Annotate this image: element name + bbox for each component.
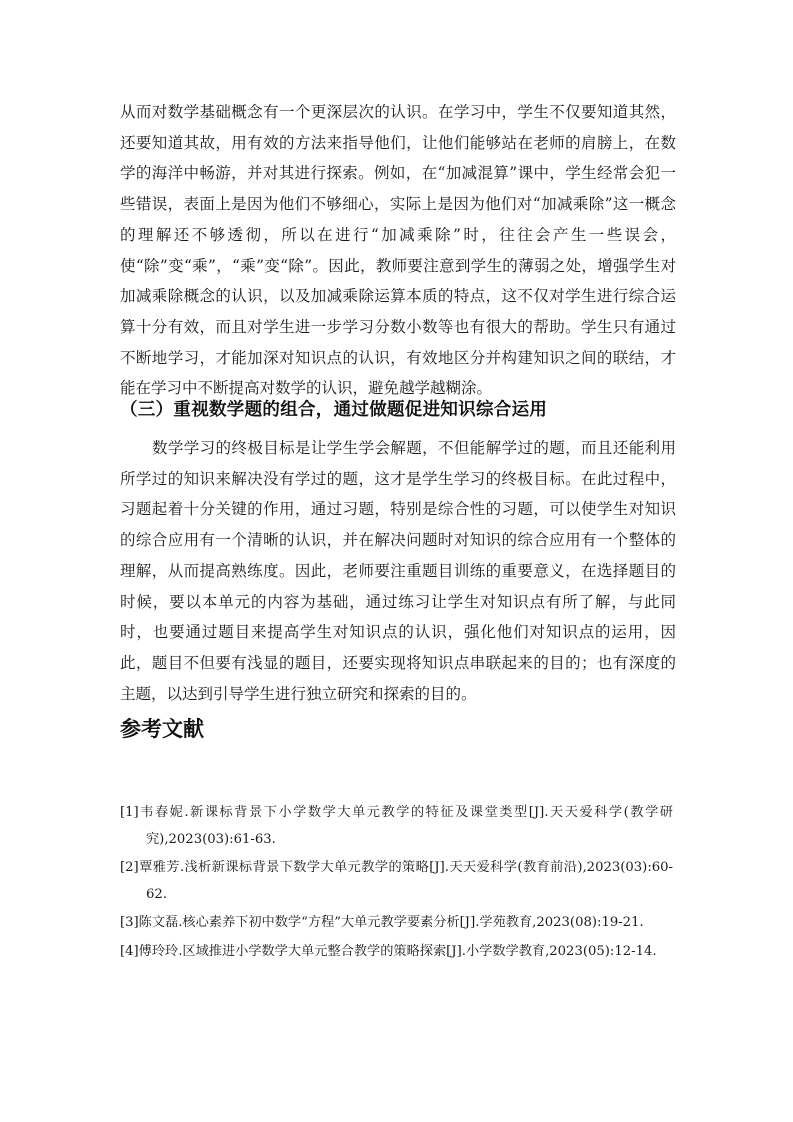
references-title: 参考文献 xyxy=(120,717,204,741)
body-paragraph: 数学学习的终极目标是让学生学会解题，不但能解学过的题，而且还能利用所学过的知识来解决没有学过的题，这才是学生学习的终极目标。在此过程中，习题起着十分关键的作用，通过习题，特别是综合性的习题，可以使学生对知识的综合应用有一个清晰的认识，并在解决问题时对知识的综合应用有一个整体的理解，从而提高熟练度。因此，老师要注重题目训练的重要意义，在选择题目的时候，要以本单元的内容为基础，通过练习让学生对知识点有所了解，与此同时，也要通过题目来提高学生对知识点的认识，强化他们对知识点的运用，因此，题目不但要有浅显的题目，还要实现将知识点串联起来的目的；也有深度的主题，以达到引导学生进行独立研究和探索的目的。 xyxy=(120,439,676,703)
section-heading: （三）重视数学题的组合，通过做题促进知识综合运用 xyxy=(120,400,548,420)
reference-item: [1]韦春妮.新课标背景下小学数学大单元教学的特征及课堂类型[J].天天爱科学(教学研究),2023(03):61-63. xyxy=(120,805,673,847)
reference-item: [4]傅玲玲.区域推进小学数学大单元整合教学的策略探索[J].小学数学教育,2023(05):12-14. xyxy=(120,943,657,959)
reference-item: [3]陈文磊.核心素养下初中数学“方程”大单元教学要素分析[J].学苑教育,2023(08):19-21. xyxy=(120,915,644,930)
reference-list xyxy=(120,800,673,967)
reference-item: [2]覃雅芳.浅析新课标背景下数学大单元教学的策略[J].天天爱科学(教育前沿),2023(03):60-62. xyxy=(120,860,673,902)
body-paragraph: 从而对数学基础概念有一个更深层次的认识。在学习中，学生不仅要知道其然，还要知道其故，用有效的方法来指导他们，让他们能够站在老师的肩膀上，在数学的海洋中畅游，并对其进行探索。例如，在“加减混算”课中，学生经常会犯一些错误，表面上是因为他们不够细心，实际上是因为他们对“加减乘除”这一概念的理解还不够透彻，所以在进行“加减乘除”时，往往会产生一些误会，使“除”变“乘”，“乘”变“除”。因此，教师要注意到学生的薄弱之处，增强学生对加减乘除概念的认识，以及加减乘除运算本质的特点，这不仅对学生进行综合运算十分有效，而且对学生进一步学习分数小数等也有很大的帮助。学生只有通过不断地学习，才能加深对知识点的认识，有效地区分并构建知识之间的联结，才能在学习中不断提高对数学的认识，避免越学越糊涂。 xyxy=(120,103,676,398)
